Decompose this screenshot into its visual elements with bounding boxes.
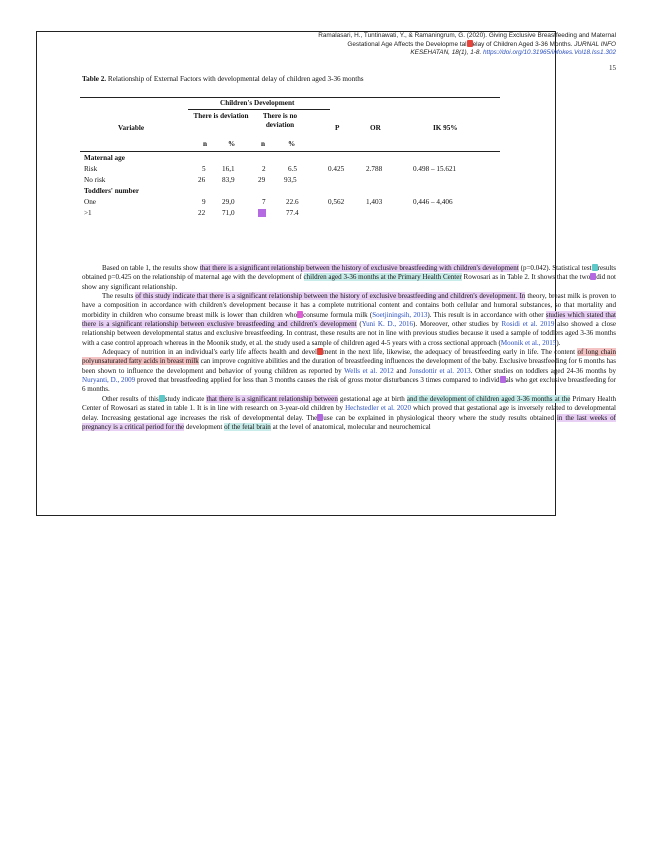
col-or: OR xyxy=(370,124,381,132)
col-no-deviation: There is no deviation xyxy=(262,112,298,129)
cell-or: 2.788 xyxy=(366,165,383,173)
cell-n2: 7 xyxy=(262,198,266,206)
table-rule-header xyxy=(80,151,500,152)
table-label: Table 2. xyxy=(82,75,107,83)
text-span: als who get exclusive breastfeeding for 6 months. xyxy=(82,376,617,394)
cell-or: 1,403 xyxy=(366,198,383,206)
highlight-purple[interactable]: in the last weeks of pregnancy is a critical period for the xyxy=(82,413,616,431)
reference-link[interactable]: Yuni K. D., 2016 xyxy=(361,320,414,329)
results-table xyxy=(80,95,500,261)
group-rule xyxy=(188,109,330,110)
paragraph-4 xyxy=(82,395,616,432)
paragraph-2 xyxy=(82,292,616,348)
table-caption xyxy=(82,75,616,84)
text-span: can improve cognitive abilities and the duration of breastfeeding influences the development of the baby. Exclusive breastfeeding for 6 months has been shown to influence the development and behavior of young children as reported by xyxy=(82,357,616,375)
sub-n: n xyxy=(203,140,207,148)
reference-link[interactable]: Jonsdottir et al. 2013 xyxy=(409,366,471,375)
group-header: Children's Development xyxy=(220,99,295,107)
cell-pct1: 16,1 xyxy=(222,165,235,173)
text-span: development xyxy=(184,422,225,431)
section-toddlers-number: Toddlers' number xyxy=(84,187,140,195)
cell-n2-annotated: 24 xyxy=(258,209,266,217)
text-span: ment in the next life, likewise, the adequacy of breastfeeding early in life. The content xyxy=(322,348,578,357)
highlight-cyan[interactable]: of the fetal brain xyxy=(224,422,271,431)
paragraph-1 xyxy=(82,264,616,292)
citation-text: Gestational Age Affects the Developme tal xyxy=(347,41,467,48)
sub-pct: % xyxy=(288,140,296,148)
text-span: Based on table 1, the results show xyxy=(102,264,200,272)
journal-name: JURNAL INFO xyxy=(574,41,616,48)
cell-n1: 22 xyxy=(198,209,206,217)
citation-header xyxy=(60,32,616,57)
cell-pct1: 71,0 xyxy=(222,209,235,217)
journal-volume: KESEHATAN, 18(1), 1-8. xyxy=(410,49,483,56)
reference-link[interactable]: Nuryanti, D., 2009 xyxy=(82,376,136,385)
citation-line-1: Ramalasari, H., Tuntinawati, Y., & Ramaningrum, G. (2020). Giving Exclusive Breastfeeding and Maternal xyxy=(318,32,616,39)
cell-n2: 2 xyxy=(262,165,266,173)
table-rule-top xyxy=(80,97,500,98)
text-span: ( xyxy=(356,320,362,329)
cell-pct2: 22.6 xyxy=(286,198,299,206)
citation-line-3 xyxy=(60,49,616,57)
row-label: No risk xyxy=(84,176,106,184)
section-maternal-age: Maternal age xyxy=(84,154,125,162)
cell-ik: 0.498 – 15.621 xyxy=(413,165,457,173)
reference-link[interactable]: Hechstedler et al. 2020 xyxy=(345,404,411,413)
highlight-purple[interactable]: studies which stated that there is a significant relationship between exclusive breastfeeding and children's development xyxy=(82,310,616,329)
doi-link[interactable]: https://doi.org/10.31965/infokes.Vol18.Iss1.302 xyxy=(483,49,616,56)
highlight-cyan[interactable]: and the development of children aged 3-36 months at the xyxy=(406,394,571,403)
text-span: theory, breast milk is proven to have a composition in accordance with children's development because it has a complete nutritional content and contains both cellular and humoral substances, so that mortality and morbidity in children who consume breast milk is lower than children who xyxy=(82,292,616,319)
page-number: 15 xyxy=(609,64,616,72)
cell-n1: 9 xyxy=(202,198,206,206)
cell-n1: 5 xyxy=(202,165,206,173)
citation-line-2 xyxy=(60,40,616,49)
text-span: proved that breastfeeding applied for less than 3 months causes the risk of gross motor disturbances 3 times compared to individ xyxy=(135,376,500,385)
text-span: study indicate xyxy=(164,394,207,403)
paragraph-3 xyxy=(82,348,616,395)
text-span: results obtained p=0.425 on the relationship of maternal age with the development of xyxy=(82,264,617,282)
cell-n2: 29 xyxy=(258,176,266,184)
text-span: Primary Health Center of Rowosari as stated in table 1. It is in line with research on 3-year-old children by xyxy=(82,394,616,413)
text-span: and xyxy=(393,366,410,375)
col-variable: Variable xyxy=(118,124,145,132)
text-span: Rowosari as in Table 2. It shows that the two xyxy=(461,273,591,282)
citation-text: elay of Children Aged 3-36 Months. xyxy=(472,41,575,48)
highlight-purple[interactable]: that there is a significant relationship between xyxy=(206,394,338,403)
cell-p: 0,562 xyxy=(328,198,345,206)
cell-pct1: 29,0 xyxy=(222,198,235,206)
cell-pct2: 77.4 xyxy=(286,209,299,217)
text-span: use can be explained in physiological theory where the study results obtained xyxy=(323,413,557,422)
highlight-purple[interactable]: of this study indicate that there is a significant relationship between the history of exclusive breastfeeding and children's development. In xyxy=(135,292,526,301)
reference-link[interactable]: Moonik et al., 2015 xyxy=(500,338,557,347)
reference-link[interactable]: Soetjiningsih, 2013 xyxy=(372,310,428,319)
col-deviation: There is deviation xyxy=(193,112,249,120)
highlight-red[interactable]: of long chain polyunsaturated fatty acids in breast milk xyxy=(82,348,616,366)
text-span: ). xyxy=(556,338,561,347)
text-span: ). Moreover, other studies by xyxy=(413,320,502,329)
reference-link[interactable]: Rosidi et al. 2019 xyxy=(501,320,555,329)
col-ik: IK 95% xyxy=(433,124,458,132)
body-text xyxy=(82,264,616,432)
sub-pct: % xyxy=(228,140,236,148)
row-label: One xyxy=(84,198,96,206)
cell-ik: 0,446 – 4,406 xyxy=(413,198,453,206)
text-span: at the level of anatomical, molecular and neurochemical xyxy=(270,422,431,431)
reference-link[interactable]: Wells et al. 2012 xyxy=(344,366,394,375)
sub-n: n xyxy=(261,140,265,148)
text-span: . Other studies on toddlers aged 24-36 months by xyxy=(470,366,616,375)
text-span: consume formula milk ( xyxy=(303,310,373,319)
cell-pct2: 6.5 xyxy=(288,165,297,173)
text-span: Adequacy of nutrition in an individual's early life affects health and devel xyxy=(102,348,317,357)
highlight-cyan[interactable]: children aged 3-36 months at the Primary Health Center xyxy=(303,273,462,282)
text-span: did not show any significant relationship. xyxy=(82,273,617,291)
text-span: gestational age at birth xyxy=(337,394,407,403)
highlight-purple[interactable]: that there is a significant relationship between the history of exclusive breastfeeding with children's development xyxy=(199,264,519,272)
row-label: Risk xyxy=(84,165,98,173)
table-caption-text: Relationship of External Factors with developmental delay of children aged 3-36 months xyxy=(106,75,364,83)
text-span: ). This result is in accordance with other xyxy=(427,310,546,319)
text-span: (p=0.042). Statistical test xyxy=(518,264,592,272)
text-span: which proved that gestational age is inversely related to developmental delay. Increasing gestational age increases the risk of developmental delay. The xyxy=(82,404,616,422)
text-span: Other results of this xyxy=(102,394,159,403)
row-label: >1 xyxy=(84,209,92,217)
text-span: The results xyxy=(102,292,136,301)
text-span: also showed a close relationship between developmental status and exclusive breastfeeding. In contrast, these results are not in line with previous studies because it used a sample of toddlers aged 3-36 months with a case control approach whereas in the Moonik study, et al. the study used a sample of children aged 4-5 years with a cross sectional approach ( xyxy=(82,320,617,347)
cell-pct1: 83,9 xyxy=(222,176,235,184)
cell-pct2: 93,5 xyxy=(284,176,297,184)
cell-p: 0.425 xyxy=(328,165,345,173)
col-p: P xyxy=(335,124,340,132)
cell-n1: 26 xyxy=(198,176,206,184)
